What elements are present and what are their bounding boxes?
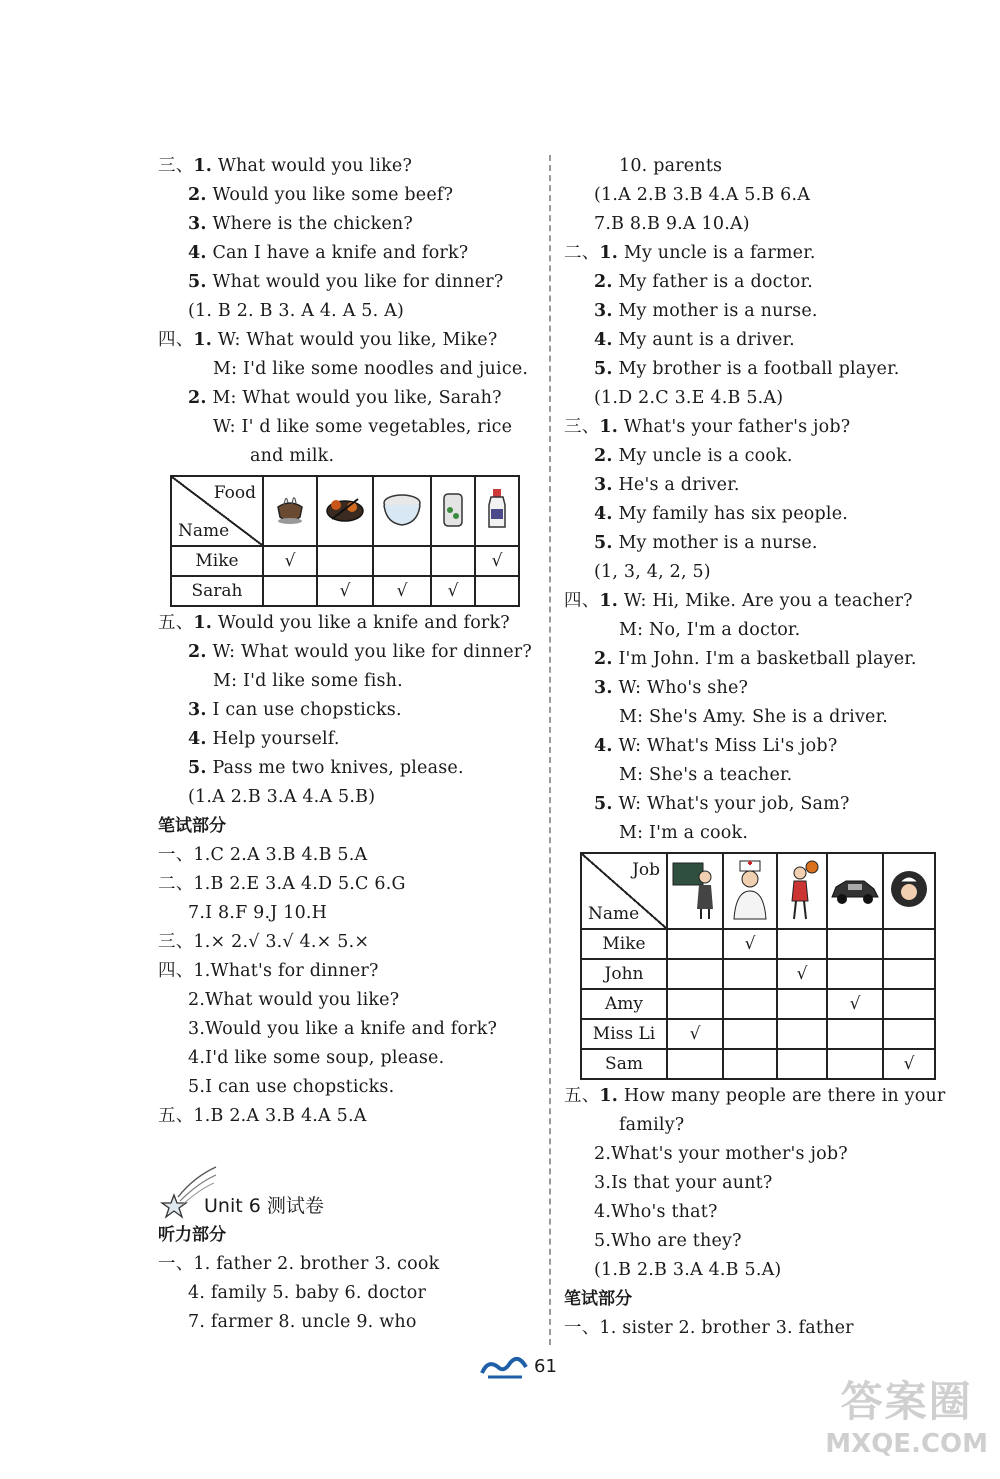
- answer-key: (1.D 2.C 3.E 4.B 5.A): [594, 388, 784, 408]
- answer-line: 3. Where is the chicken?: [188, 214, 413, 234]
- table-header-diagonal: Job Name: [581, 853, 667, 929]
- answer-line: 5.I can use chopsticks.: [188, 1077, 395, 1097]
- answer-line: M: I'd like some fish.: [213, 671, 403, 691]
- answer-line: 三、1. What would you like?: [158, 156, 413, 176]
- answer-line: 二、1. My uncle is a farmer.: [564, 243, 816, 263]
- answer-line: 5. My brother is a football player.: [594, 359, 900, 379]
- answer-line: 2. M: What would you like, Sarah?: [188, 388, 502, 408]
- table-row: Miss Li √: [581, 1019, 935, 1049]
- table-row: John √: [581, 959, 935, 989]
- rice-bowl-icon: [373, 476, 431, 546]
- answer-key: (1.B 2.B 3.A 4.B 5.A): [594, 1260, 782, 1280]
- meat-icon: [317, 476, 373, 546]
- answer-key: 7.B 8.B 9.A 10.A): [594, 214, 750, 234]
- answer-line: 2. My father is a doctor.: [594, 272, 813, 292]
- column-divider: [549, 155, 551, 1345]
- table-row: Mike √: [581, 929, 935, 959]
- answer-line: 五、1.B 2.A 3.B 4.A 5.A: [158, 1106, 367, 1126]
- answer-line: 4. Can I have a knife and fork?: [188, 243, 469, 263]
- answer-line: 四、1. W: What would you like, Mike?: [158, 330, 498, 350]
- answer-line: 2. I'm John. I'm a basketball player.: [594, 649, 917, 669]
- watermark-url: MXQE.COM: [825, 1429, 988, 1459]
- answer-line: family?: [619, 1115, 685, 1135]
- answer-line: M: She's Amy. She is a driver.: [619, 707, 888, 727]
- answer-line: 2.What would you like?: [188, 990, 400, 1010]
- answer-line: 五、1. Would you like a knife and fork?: [158, 613, 510, 633]
- job-table: [580, 852, 936, 1080]
- answer-line: W: I' d like some vegetables, rice: [213, 417, 513, 437]
- answer-line: 二、1.B 2.E 3.A 4.D 5.C 6.G: [158, 874, 406, 894]
- answer-line: and milk.: [250, 446, 335, 466]
- answer-line: 5. W: What's your job, Sam?: [594, 794, 850, 814]
- answer-line: 5.Who are they?: [594, 1231, 742, 1251]
- section-title: 笔试部分: [564, 1289, 632, 1309]
- answer-line: 4. My aunt is a driver.: [594, 330, 795, 350]
- answer-line: 4. Help yourself.: [188, 729, 340, 749]
- watermark: [825, 1369, 988, 1459]
- answer-line: 2. My uncle is a cook.: [594, 446, 793, 466]
- milk-bottle-icon: [475, 476, 519, 546]
- answer-line: M: I'd like some noodles and juice.: [213, 359, 529, 379]
- answer-line: M: I'm a cook.: [619, 823, 749, 843]
- answer-key: (1, 3, 4, 2, 5): [594, 562, 711, 582]
- answer-line: 一、1.C 2.A 3.B 4.B 5.A: [158, 845, 368, 865]
- page-number: 61: [534, 1356, 557, 1377]
- section-title: 听力部分: [158, 1225, 226, 1245]
- answer-line: 4. My family has six people.: [594, 504, 849, 524]
- answer-key: (1.A 2.B 3.B 4.A 5.B 6.A: [594, 185, 811, 205]
- answer-line: 2.What's your mother's job?: [594, 1144, 848, 1164]
- cook-icon: [883, 853, 935, 929]
- answer-line: 3. W: Who's she?: [594, 678, 749, 698]
- answer-line: 2. W: What would you like for dinner?: [188, 642, 532, 662]
- food-table: [170, 475, 520, 607]
- section-title: 笔试部分: [158, 816, 226, 836]
- answer-line: 3. He's a driver.: [594, 475, 740, 495]
- table-header-diagonal: Food Name: [171, 476, 263, 546]
- answer-line: 3. My mother is a nurse.: [594, 301, 818, 321]
- answer-line: 四、1. W: Hi, Mike. Are you a teacher?: [564, 591, 913, 611]
- answer-line: 5. My mother is a nurse.: [594, 533, 818, 553]
- teacher-icon: [667, 853, 723, 929]
- answer-line: 4.I'd like some soup, please.: [188, 1048, 445, 1068]
- answer-line: 2. Would you like some beef?: [188, 185, 454, 205]
- answer-line: 四、1.What's for dinner?: [158, 961, 379, 981]
- answer-line: 5. What would you like for dinner?: [188, 272, 504, 292]
- table-row: Mike √ √: [171, 546, 519, 576]
- answer-line: 4. W: What's Miss Li's job?: [594, 736, 838, 756]
- answer-line: 一、1. father 2. brother 3. cook: [158, 1254, 440, 1274]
- answer-line: 3.Would you like a knife and fork?: [188, 1019, 498, 1039]
- answer-key: (1.A 2.B 3.A 4.A 5.B): [188, 787, 376, 807]
- answer-line: 一、1. sister 2. brother 3. father: [564, 1318, 854, 1338]
- footer-logo-icon: [478, 1355, 530, 1385]
- unit-heading: [158, 1161, 536, 1221]
- answer-line: 3. I can use chopsticks.: [188, 700, 402, 720]
- answer-line: 3.Is that your aunt?: [594, 1173, 773, 1193]
- table-row: Amy √: [581, 989, 935, 1019]
- answer-line: 4. family 5. baby 6. doctor: [188, 1283, 427, 1303]
- watermark-text: 答案圈: [840, 1377, 973, 1426]
- answer-line: 五、1. How many people are there in your: [564, 1086, 946, 1106]
- answer-line: 7.I 8.F 9.J 10.H: [188, 903, 328, 923]
- vegetable-jar-icon: [431, 476, 475, 546]
- answer-line: 7. farmer 8. uncle 9. who: [188, 1312, 417, 1332]
- answer-line: 三、1. What's your father's job?: [564, 417, 851, 437]
- answer-line: 5. Pass me two knives, please.: [188, 758, 464, 778]
- right-column: [564, 152, 949, 1343]
- basketball-player-icon: [777, 853, 827, 929]
- table-row: Sam √: [581, 1049, 935, 1079]
- answer-line: 4.Who's that?: [594, 1202, 718, 1222]
- noodles-icon: [263, 476, 317, 546]
- answer-line: M: No, I'm a doctor.: [619, 620, 801, 640]
- table-row: Sarah √ √ √: [171, 576, 519, 606]
- answer-line: 10. parents: [619, 156, 723, 176]
- unit-title: Unit 6 测试卷: [204, 1195, 324, 1217]
- doctor-icon: [723, 853, 777, 929]
- left-column: [158, 152, 536, 1337]
- answer-line: M: She's a teacher.: [619, 765, 793, 785]
- answer-line: 三、1.× 2.√ 3.√ 4.× 5.×: [158, 932, 370, 952]
- car-icon: [827, 853, 883, 929]
- answer-key: (1. B 2. B 3. A 4. A 5. A): [188, 301, 405, 321]
